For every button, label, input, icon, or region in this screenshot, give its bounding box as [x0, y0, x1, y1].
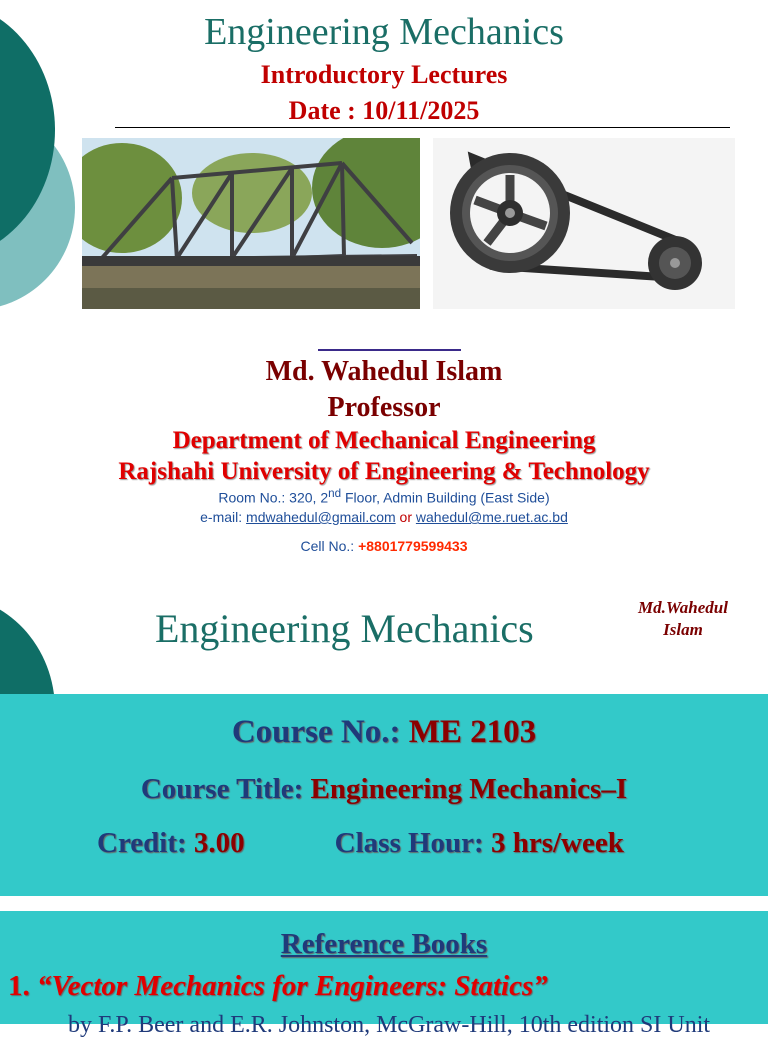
email-link-gmail[interactable]: mdwahedul@gmail.com	[246, 509, 396, 525]
course-no-label: Course No.:	[231, 714, 409, 750]
author-department: Department of Mechanical Engineering	[172, 427, 596, 454]
email-label: e-mail:	[200, 509, 247, 525]
course-number	[0, 714, 768, 751]
author-room	[0, 487, 768, 506]
cell-number: +8801779599433	[358, 538, 468, 554]
room-superscript: nd	[328, 487, 342, 500]
reference-number: 1.	[8, 970, 30, 1002]
title-divider	[115, 127, 730, 128]
class-hour-label: Class Hour:	[334, 827, 491, 859]
author-signature	[618, 597, 748, 641]
author-divider	[318, 349, 461, 351]
author-email-line	[0, 509, 768, 525]
class-hour-value: 3 hrs/week	[490, 827, 624, 859]
slide-subtitle: Introductory Lectures	[260, 60, 508, 89]
reference-authors: by F.P. Beer and E.R. Johnston, McGraw-Hill, 10th edition SI Unit	[68, 1012, 711, 1038]
slide-title: Engineering Mechanics	[204, 11, 564, 53]
author-cell-line	[0, 538, 768, 554]
signature-line-1: Md.Wahedul	[638, 598, 728, 617]
email-link-ruet[interactable]: wahedul@me.ruet.ac.bd	[415, 509, 568, 525]
belt-pulley-image	[433, 138, 735, 309]
reference-books-heading: Reference Books	[280, 928, 488, 960]
author-university: Rajshahi University of Engineering & Technology	[118, 458, 650, 485]
course-title-label: Course Title:	[140, 773, 311, 805]
course-title-value: Engineering Mechanics–I	[310, 773, 628, 805]
credit-value: 3.00	[193, 827, 245, 859]
slide2-title: Engineering Mechanics	[155, 606, 534, 651]
course-no-value: ME 2103	[408, 714, 537, 750]
author-role: Professor	[327, 392, 441, 423]
truss-bridge-image	[82, 138, 420, 309]
reference-title: “Vector Mechanics for Engineers: Statics”	[37, 970, 548, 1002]
signature-line-2: Islam	[663, 620, 703, 639]
credit-class-hour-line	[97, 827, 624, 860]
room-prefix: Room No.: 320, 2	[218, 489, 329, 506]
reference-item-1	[8, 970, 548, 1003]
credit-label: Credit:	[97, 827, 194, 859]
course-title	[0, 773, 768, 806]
slide-date: Date : 10/11/2025	[288, 96, 480, 125]
author-name: Md. Wahedul Islam	[265, 356, 503, 387]
email-or: or	[395, 509, 416, 525]
room-suffix: Floor, Admin Building (East Side)	[341, 489, 550, 506]
cell-label: Cell No.:	[300, 538, 359, 554]
